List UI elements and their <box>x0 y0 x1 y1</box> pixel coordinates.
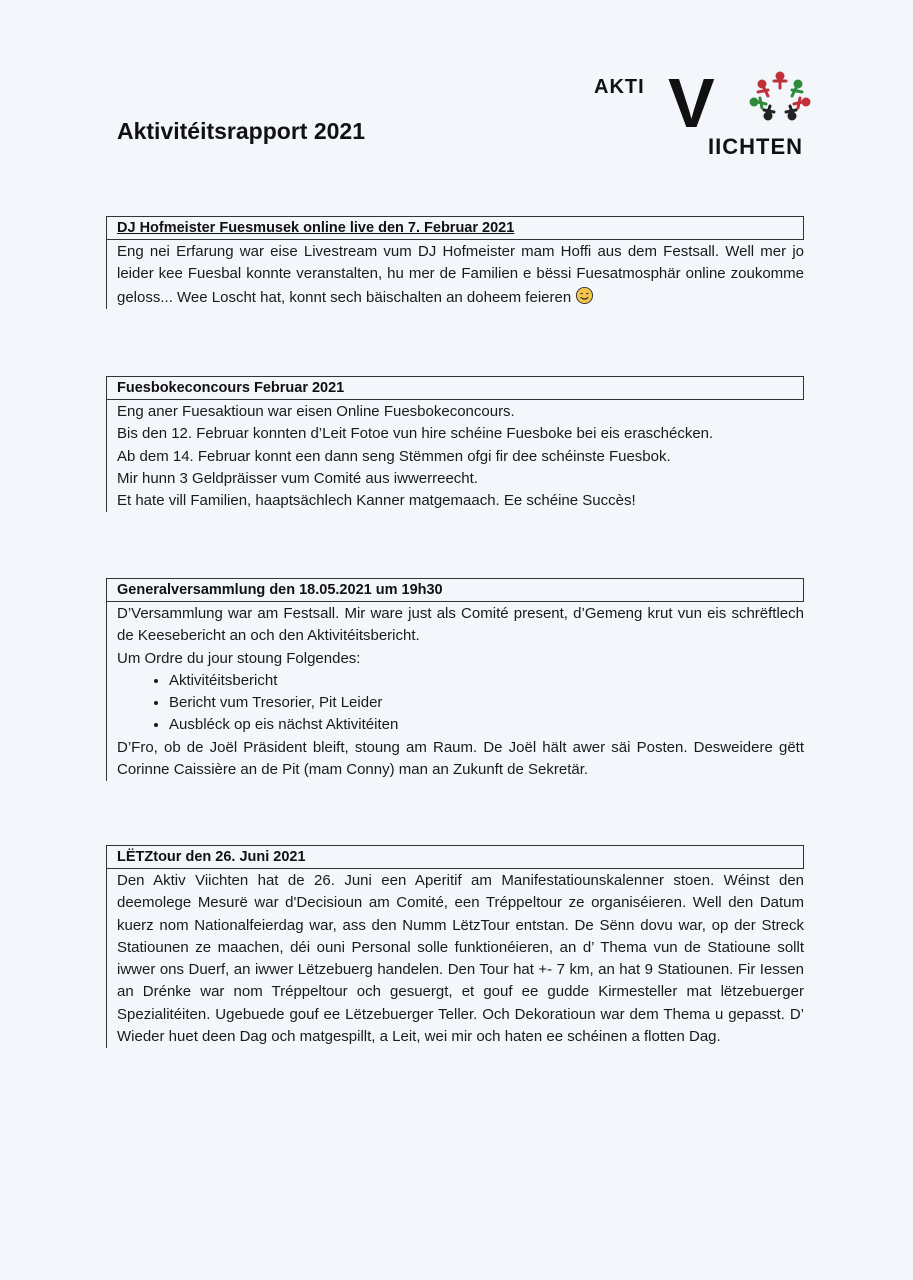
text-line: Et hate vill Familien, haaptsächlech Kanner matgemaach. Ee schéine Succès! <box>117 492 636 510</box>
text-line: Eng aner Fuesaktioun war eisen Online Fuesbokeconcours. <box>117 403 515 420</box>
logo-text-v: V <box>668 64 715 142</box>
agenda-item: • Aktivitéitsbericht <box>169 670 804 692</box>
section-title-part1: DJ Hofmeister Fuesmusek online live <box>117 220 375 236</box>
section-outro: D’Fro, ob de Joël Präsident bleift, stoung am Raum. De Joël hält awer säi Posten. Desweidere gëtt Corinne Caissière an de Pit (mam Conny) man an Zukunft de Sekretär. <box>117 738 804 779</box>
agenda-list <box>117 670 804 737</box>
agenda-item: • Bericht vum Tresorier, Pit Leider <box>169 692 804 714</box>
section-text: Eng nei Erfarung war eise Livestream vum DJ Hofmeister mam Hoffi aus dem Festsall. Well mer jo leider kee Fuesbal konnte veranstalten, hu mer de Familien e bëssi Fuesatmosphär online zoukomme geloss... Wee Loscht hat, konnt sech bäischalten an doheem feieren <box>117 243 804 306</box>
section-body <box>106 400 804 512</box>
section-title-part2: den 7. Februar 2021 <box>374 220 515 236</box>
section-body <box>106 869 804 1048</box>
section-body <box>106 602 804 781</box>
logo-text-iichten: IICHTEN <box>708 134 803 159</box>
document-title: Aktivitéitsrapport 2021 <box>117 118 365 144</box>
text-line: Mir hunn 3 Geldpräisser vum Comité aus iwwerreecht. <box>117 469 478 487</box>
text-line: Bis den 12. Februar konnten d’Leit Fotoe vun hire schéine Fuesboke bei eis eraschécken. <box>117 425 714 443</box>
section-fuesbokeconcours <box>106 376 804 512</box>
text-line: Ab dem 14. Februar konnt een dann seng Stëmmen ofgi fir dee schéinste Fuesbok. <box>117 447 671 465</box>
people-circle-icon <box>740 70 820 130</box>
smiley-icon <box>575 286 594 305</box>
section-text: Den Aktiv Viichten hat de 26. Juni een Aperitif am Manifestatiounskalenner stoen. Wéinst den deemolege Mesurë war d'Decisioun am Comité, een Tréppeltour ze organiséieren. Well den Datum kuerz nom Nationalfeierdag war, ass den Numm LëtzTour entstan. De Sënn dovu war, op der Streck Statiounen ze maachen, déi ouni Personal solle funktionéieren, an d’ Thema vun de Statioune sollt iwwer ons Duerf, an iwwer Lëtzebuerg handelen. Den Tour hat +- 7 km, an hat 9 Statiounen. Fir Iessen an Drénke war nom Tréppeltour och gesuergt, et gouf ee gudde Kirmesteller mat lëtzebuerger Spezialitéiten. Ugebuede gouf ee Lëtzebuerger Teller. Och Dekoratioun war dem Thema u gepasst. D’ Wieder huet deen Dag och matgespillt, a Leit, wei mir och haten ee schéinen a flotten Dag. <box>117 872 804 1046</box>
section-body <box>106 240 804 309</box>
section-title: Generalversammlung den 18.05.2021 um 19h30 <box>106 578 804 602</box>
agenda-label: Um Ordre du jour stoung Folgendes: <box>117 649 361 667</box>
section-title: Fuesbokeconcours Februar 2021 <box>106 376 804 400</box>
section-intro: D’Versammlung war am Festsall. Mir ware just als Comité present, d’Gemeng krut vun eis schrëftlech de Keesebericht an och den Aktivitéitsbericht. <box>117 605 804 645</box>
section-generalversammlung <box>106 578 804 781</box>
logo-text-akti: AKTI <box>594 76 645 98</box>
aktiv-viichten-logo <box>590 66 840 176</box>
section-letztour <box>106 845 804 1048</box>
agenda-item: • Ausbléck op eis nächst Aktivitéiten <box>169 714 804 736</box>
section-title <box>106 216 804 240</box>
section-dj-hofmeister <box>106 216 804 309</box>
section-title: LËTZtour den 26. Juni 2021 <box>106 845 804 869</box>
